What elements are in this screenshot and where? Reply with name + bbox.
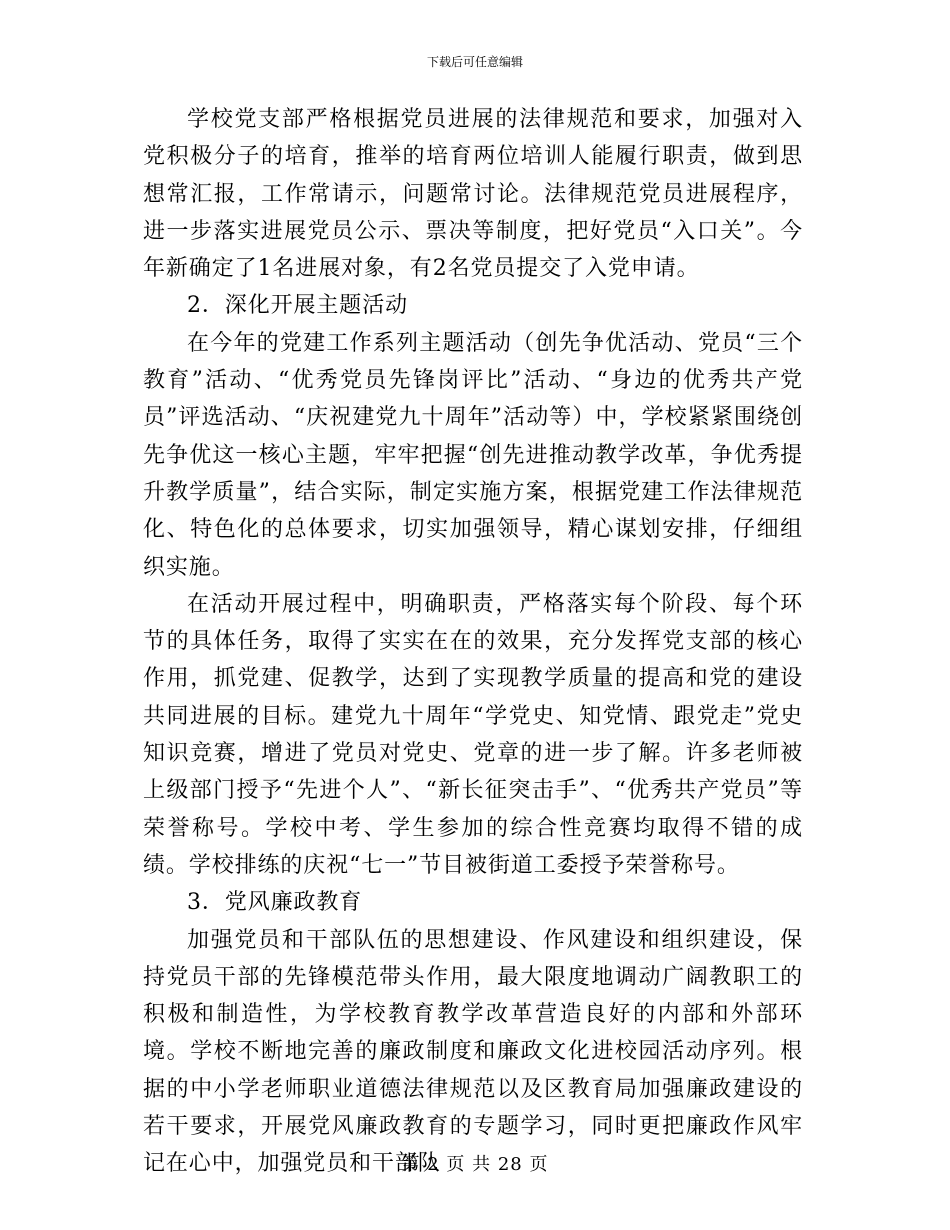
paragraph: 在今年的党建工作系列主题活动（创先争优活动、党员“三个教育”活动、“优秀党员先锋岗评比”活动、“身边的优秀共产党员”评选活动、“庆祝建党九十周年”活动等）中，学校紧紧围绕创先争优这一核心主题，牢牢把握“创先进推动教学改革，争优秀提升教学质量”，结合实际，制定实施方案，根据党建工作法律规范化、特色化的总体要求，切实加强领导，精心谋划安排，仔细组织实施。 (143, 330, 803, 580)
page-header (0, 54, 950, 70)
paragraph: 加强党员和干部队伍的思想建设、作风建设和组织建设，保持党员干部的先锋模范带头作用，最大限度地调动广阔教职工的积极和制造性，为学校教育教学改革营造良好的内部和外部环境。学校不断地完善的廉政制度和廉政文化进校园活动序列。根据的中小学老师职业道德法律规范以及区教育局加强廉政建设的若干要求，开展党风廉政教育的专题学习，同时更把廉政作风牢记在心中，加强党员和干部队 (143, 927, 803, 1177)
header-text: 下载后可任意编辑 (426, 55, 523, 69)
section-heading: 3．党风廉政教育 (187, 890, 363, 916)
section-heading: 2．深化开展主题活动 (187, 293, 408, 319)
page-footer (0, 1153, 950, 1177)
page-number: 第 2 页 共 28 页 (401, 1154, 549, 1175)
paragraph: 学校党支部严格根据党员进展的法律规范和要求，加强对入党积极分子的培育，推举的培育两位培训人能履行职责，做到思想常汇报，工作常请示，问题常讨论。法律规范党员进展程序，进一步落实进展党员公示、票决等制度，把好党员“入口关”。今年新确定了1名进展对象，有2名党员提交了入党申请。 (143, 107, 803, 282)
document-body (143, 101, 803, 1183)
paragraph: 在活动开展过程中，明确职责，严格落实每个阶段、每个环节的具体任务，取得了实实在在的效果，充分发挥党支部的核心作用，抓党建、促教学，达到了实现教学质量的提高和党的建设共同进展的目标。建党九十周年“学党史、知党情、跟党走”党史知识竞赛，增进了党员对党史、党章的进一步了解。许多老师被上级部门授予“先进个人”、“新长征突击手”、“优秀共产党员”等荣誉称号。学校中考、学生参加的综合性竞赛均取得不错的成绩。学校排练的庆祝“七一”节目被街道工委授予荣誉称号。 (143, 591, 803, 878)
